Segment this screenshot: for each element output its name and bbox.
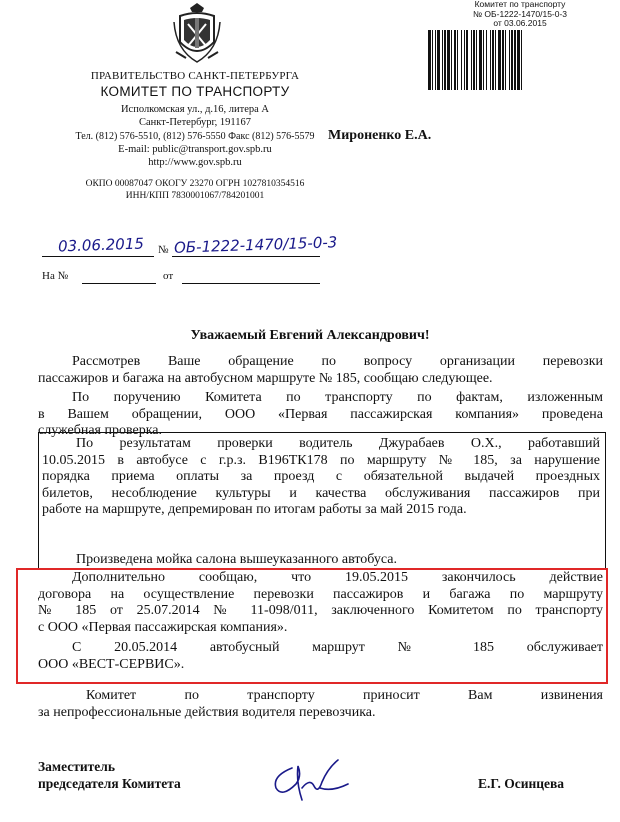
barcode-bar: [447, 30, 450, 90]
text-line: Дополнительно сообщаю, что 19.05.2015 закончилось действие: [72, 570, 603, 585]
barcode-bar: [505, 30, 506, 90]
barcode-bar: [461, 30, 462, 90]
text-line: По поручению Комитета по транспорту по фактам, изложенным: [72, 390, 603, 405]
barcode-bar: [476, 30, 477, 90]
text-line: ООО «ВЕСТ-СЕРВИС».: [38, 656, 185, 672]
signatory-name: Е.Г. Осинцева: [478, 776, 565, 791]
barcode-bar: [486, 30, 487, 90]
barcode-bar: [454, 30, 456, 90]
paragraph-6: [38, 640, 603, 673]
barcode-bar: [451, 30, 452, 90]
barcode-bar: [432, 30, 433, 90]
handwritten-date: 03.06.2015: [57, 234, 145, 256]
barcode-bar: [514, 30, 516, 90]
barcode-bar: [444, 30, 446, 90]
coat-of-arms-icon: [172, 2, 222, 66]
signatory-title: Заместитель председателя Комитета: [38, 759, 181, 791]
barcode-bar: [511, 30, 513, 90]
barcode-bar: [471, 30, 472, 90]
barcode-bar: [509, 30, 510, 90]
greeting: Уважаемый Евгений Александрович!: [190, 328, 430, 343]
paragraph-5: [38, 570, 603, 636]
paragraph-1: [38, 354, 603, 387]
paragraph-3: [42, 436, 600, 519]
text-line: порядка приема оплаты за проезд с обязательной выдачей проездных: [42, 469, 600, 484]
barcode-bar: [517, 30, 520, 90]
text-line: Произведена мойка салона вышеуказанного автобуса.: [76, 552, 397, 567]
text-line: пассажиров и багажа на автобусном маршруте № 185, сообщаю следующее.: [38, 370, 493, 386]
phones: Тел. (812) 576-5510, (812) 576-5550 Факс (812) 576-5579: [75, 131, 315, 142]
codes-line: ОКПО 00087047 ОКОГУ 23270 ОГРН 1027810354516: [85, 179, 305, 189]
text-line: С 20.05.2014 автобусный маршрут № 185 обслуживает: [72, 640, 603, 655]
text-line: Комитет по транспорту приносит Вам извинения: [86, 688, 603, 703]
text-line: 10.05.2015 в автобусе с г.р.з. В196ТК178 по маршруту № 185, за нарушение: [42, 452, 600, 468]
barcode-bar: [435, 30, 436, 90]
na-label: На №: [42, 270, 69, 282]
text-line: билетов, несоблюдение культуры и качества обслуживания пассажиров при: [42, 485, 600, 501]
barcode-bar: [437, 30, 440, 90]
barcode-bar: [428, 30, 431, 90]
ot-label: от: [163, 270, 174, 282]
text-line: По результатам проверки водитель Джурабаев О.Х., работавший: [76, 436, 600, 451]
barcode-bar: [498, 30, 501, 90]
email: E-mail: public@transport.gov.spb.ru: [118, 144, 272, 155]
barcode-bar: [521, 30, 522, 90]
barcode-bar: [492, 30, 494, 90]
barcode: [426, 30, 604, 90]
barcode-bar: [466, 30, 468, 90]
paragraph-7: [38, 688, 603, 721]
text-line: Рассмотрев Ваше обращение по вопросу организации перевозки: [72, 354, 603, 369]
barcode-bar: [442, 30, 443, 90]
barcode-bar: [479, 30, 482, 90]
text-line: № 185 от 25.07.2014 № 11-098/011, заключенного Комитетом по транспорту: [38, 603, 603, 618]
text-line: служебная проверка.: [38, 423, 163, 438]
barcode-bar: [457, 30, 458, 90]
address-line: Санкт-Петербург, 191167: [139, 117, 251, 128]
codes-line: ИНН/КПП 7830001067/784201001: [125, 191, 265, 201]
text-line: работе на маршруте, депремирован по итогам работы за май 2015 года.: [42, 502, 467, 517]
website: http://www.gov.spb.ru: [148, 157, 242, 168]
barcode-bar: [502, 30, 504, 90]
barcode-caption: Комитет по транспорту № ОБ-1222-1470/15-0-3 от 03.06.2015: [472, 0, 568, 28]
barcode-bar: [495, 30, 496, 90]
barcode-bar: [490, 30, 491, 90]
text-line: с ООО «Первая пассажирская компания».: [38, 619, 288, 635]
number-sign: №: [158, 244, 169, 256]
handwritten-number: ОБ-1222-1470/15-0-3: [173, 233, 338, 257]
text-line: договора на осуществление перевозки пассажиров и багажа по маршруту: [38, 586, 603, 602]
committee-name: КОМИТЕТ ПО ТРАНСПОРТУ: [100, 84, 290, 99]
barcode-bar: [464, 30, 465, 90]
address-line: Исполкомская ул., д.16, литера А: [120, 104, 270, 115]
barcode-bar: [473, 30, 475, 90]
handwritten-signature: [262, 748, 372, 806]
text-line: в Вашем обращении, ООО «Первая пассажирская компания» проведена: [38, 406, 603, 422]
text-line: за непрофессиональные действия водителя перевозчика.: [38, 704, 376, 720]
paragraph-4: [42, 552, 600, 569]
government-name: ПРАВИТЕЛЬСТВО САНКТ-ПЕТЕРБУРГА: [90, 70, 300, 82]
recipient-name: Мироненко Е.А.: [328, 128, 432, 143]
barcode-bar: [483, 30, 484, 90]
